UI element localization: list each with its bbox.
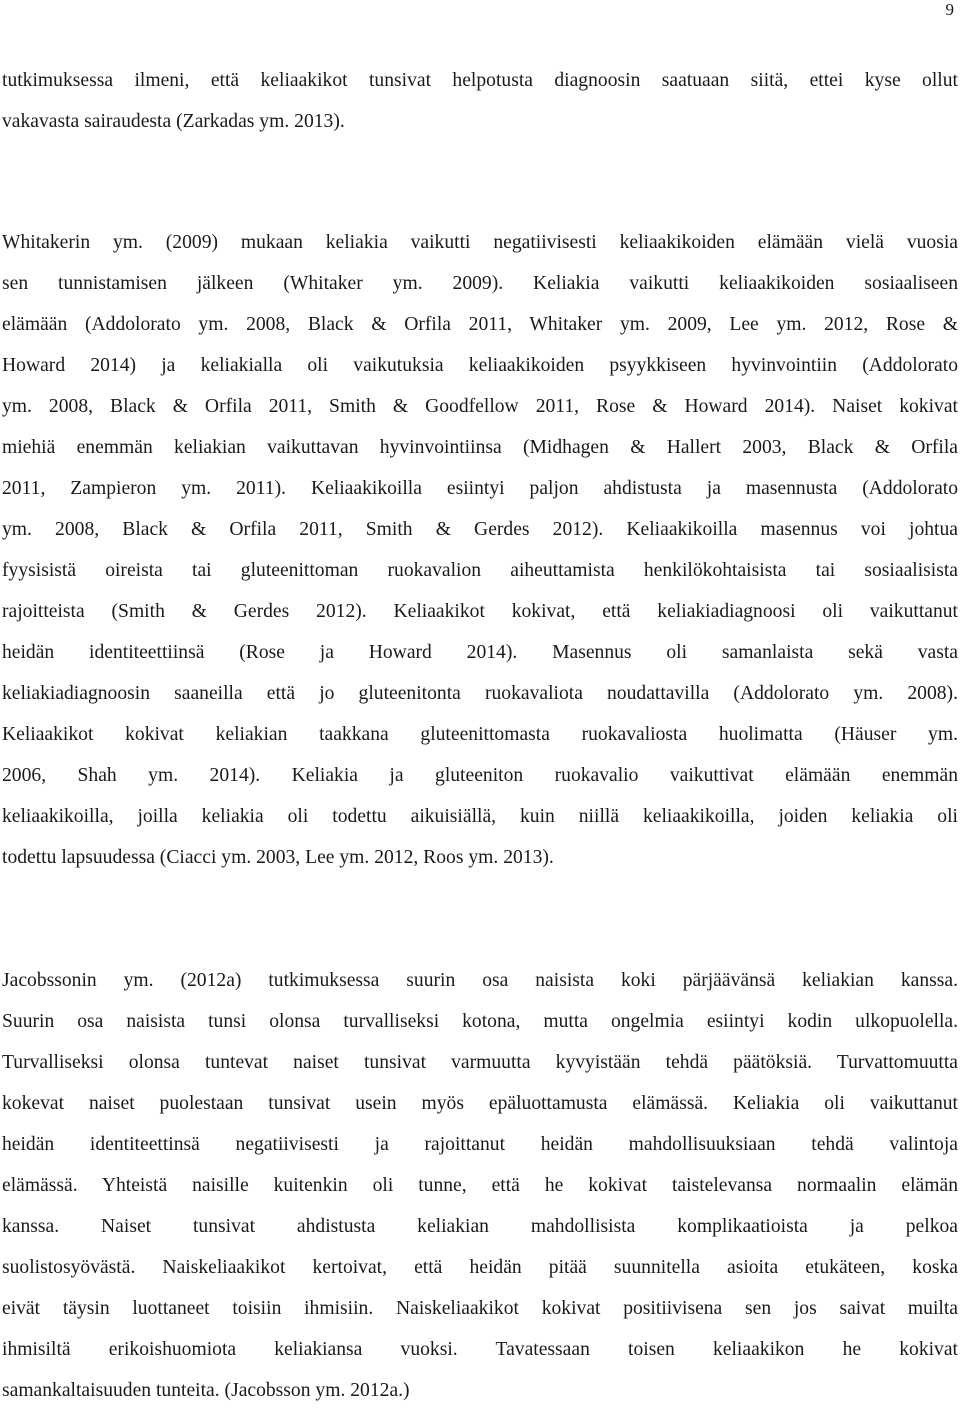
text-line: Howard 2014) ja keliakialla oli vaikutuksia keliaakikoiden psyykkiseen hyvinvointiin (Addolorato [2, 355, 958, 376]
text-line: suolistosyövästä. Naiskeliaakikot kertoivat, että heidän pitää suunnitella asioita etukäteen, koska [2, 1257, 958, 1278]
text-line: 2011, Zampieron ym. 2011). Keliaakikoilla esiintyi paljon ahdistusta ja masennusta (Addolorato [2, 478, 958, 499]
page-number: 9 [945, 0, 954, 19]
text-line: elämään (Addolorato ym. 2008, Black & Orfila 2011, Whitaker ym. 2009, Lee ym. 2012, Rose & [2, 314, 958, 335]
text-line: sen tunnistamisen jälkeen (Whitaker ym. 2009). Keliakia vaikutti keliaakikoiden sosiaaliseen [2, 273, 958, 294]
text-line: ihmisiltä erikoishuomiota keliakiansa vuoksi. Tavatessaan toisen keliaakikon he kokivat [2, 1339, 958, 1360]
text-line: heidän identiteettiinsä (Rose ja Howard 2014). Masennus oli samanlaista sekä vasta [2, 642, 958, 663]
text-line: Whitakerin ym. (2009) mukaan keliakia vaikutti negatiivisesti keliaakikoiden elämään vielä vuosia [2, 232, 958, 253]
text-line: Jacobssonin ym. (2012a) tutkimuksessa suurin osa naisista koki pärjäävänsä keliakian kanssa. [2, 970, 958, 991]
paragraph-1 [2, 60, 958, 142]
text-line: vakavasta sairaudesta (Zarkadas ym. 2013). [2, 111, 345, 132]
text-line: keliaakikoilla, joilla keliakia oli todettu aikuisiällä, kuin niillä keliaakikoilla, joiden keliakia oli [2, 806, 958, 827]
text-line: keliakiadiagnoosin saaneilla että jo gluteenitonta ruokavaliota noudattavilla (Addolorato ym. 2008). [2, 683, 958, 704]
text-line: tutkimuksessa ilmeni, että keliaakikot tunsivat helpotusta diagnoosin saatuaan siitä, ettei kyse ollut [2, 70, 958, 91]
text-line: eivät täysin luottaneet toisiin ihmisiin. Naiskeliaakikot kokivat positiivisena sen jos saivat muilta [2, 1298, 958, 1319]
text-line: kanssa. Naiset tunsivat ahdistusta keliakian mahdollisista komplikaatioista ja pelkoa [2, 1216, 958, 1237]
text-line: rajoitteista (Smith & Gerdes 2012). Keliaakikot kokivat, että keliakiadiagnoosi oli vaikuttanut [2, 601, 958, 622]
text-line: Turvalliseksi olonsa tuntevat naiset tunsivat varmuutta kyvyistään tehdä päätöksiä. Turvattomuutta [2, 1052, 958, 1073]
text-line: todettu lapsuudessa (Ciacci ym. 2003, Lee ym. 2012, Roos ym. 2013). [2, 847, 554, 868]
paragraph-2 [2, 222, 958, 878]
text-line: samankaltaisuuden tunteita. (Jacobsson ym. 2012a.) [2, 1380, 410, 1401]
text-line: fyysisistä oireista tai gluteenittoman ruokavalion aiheuttamista henkilökohtaisista tai sosiaalisista [2, 560, 958, 581]
text-line: Suurin osa naisista tunsi olonsa turvalliseksi kotona, mutta ongelmia esiintyi kodin ulkopuolella. [2, 1011, 958, 1032]
text-line: 2006, Shah ym. 2014). Keliakia ja gluteeniton ruokavalio vaikuttivat elämään enemmän [2, 765, 958, 786]
text-line: elämässä. Yhteistä naisille kuitenkin oli tunne, että he kokivat taistelevansa normaalin elämän [2, 1175, 958, 1196]
text-line: heidän identiteettinsä negatiivisesti ja rajoittanut heidän mahdollisuuksiaan tehdä valintoja [2, 1134, 958, 1155]
text-line: ym. 2008, Black & Orfila 2011, Smith & Goodfellow 2011, Rose & Howard 2014). Naiset kokivat [2, 396, 958, 417]
text-line: miehiä enemmän keliakian vaikuttavan hyvinvointiinsa (Midhagen & Hallert 2003, Black & Orfila [2, 437, 958, 458]
text-line: kokevat naiset puolestaan tunsivat usein myös epäluottamusta elämässä. Keliakia oli vaikuttanut [2, 1093, 958, 1114]
text-line: ym. 2008, Black & Orfila 2011, Smith & Gerdes 2012). Keliaakikoilla masennus voi johtua [2, 519, 958, 540]
text-line: Keliaakikot kokivat keliakian taakkana gluteenittomasta ruokavaliosta huolimatta (Häuser ym. [2, 724, 958, 745]
paragraph-3 [2, 960, 958, 1411]
